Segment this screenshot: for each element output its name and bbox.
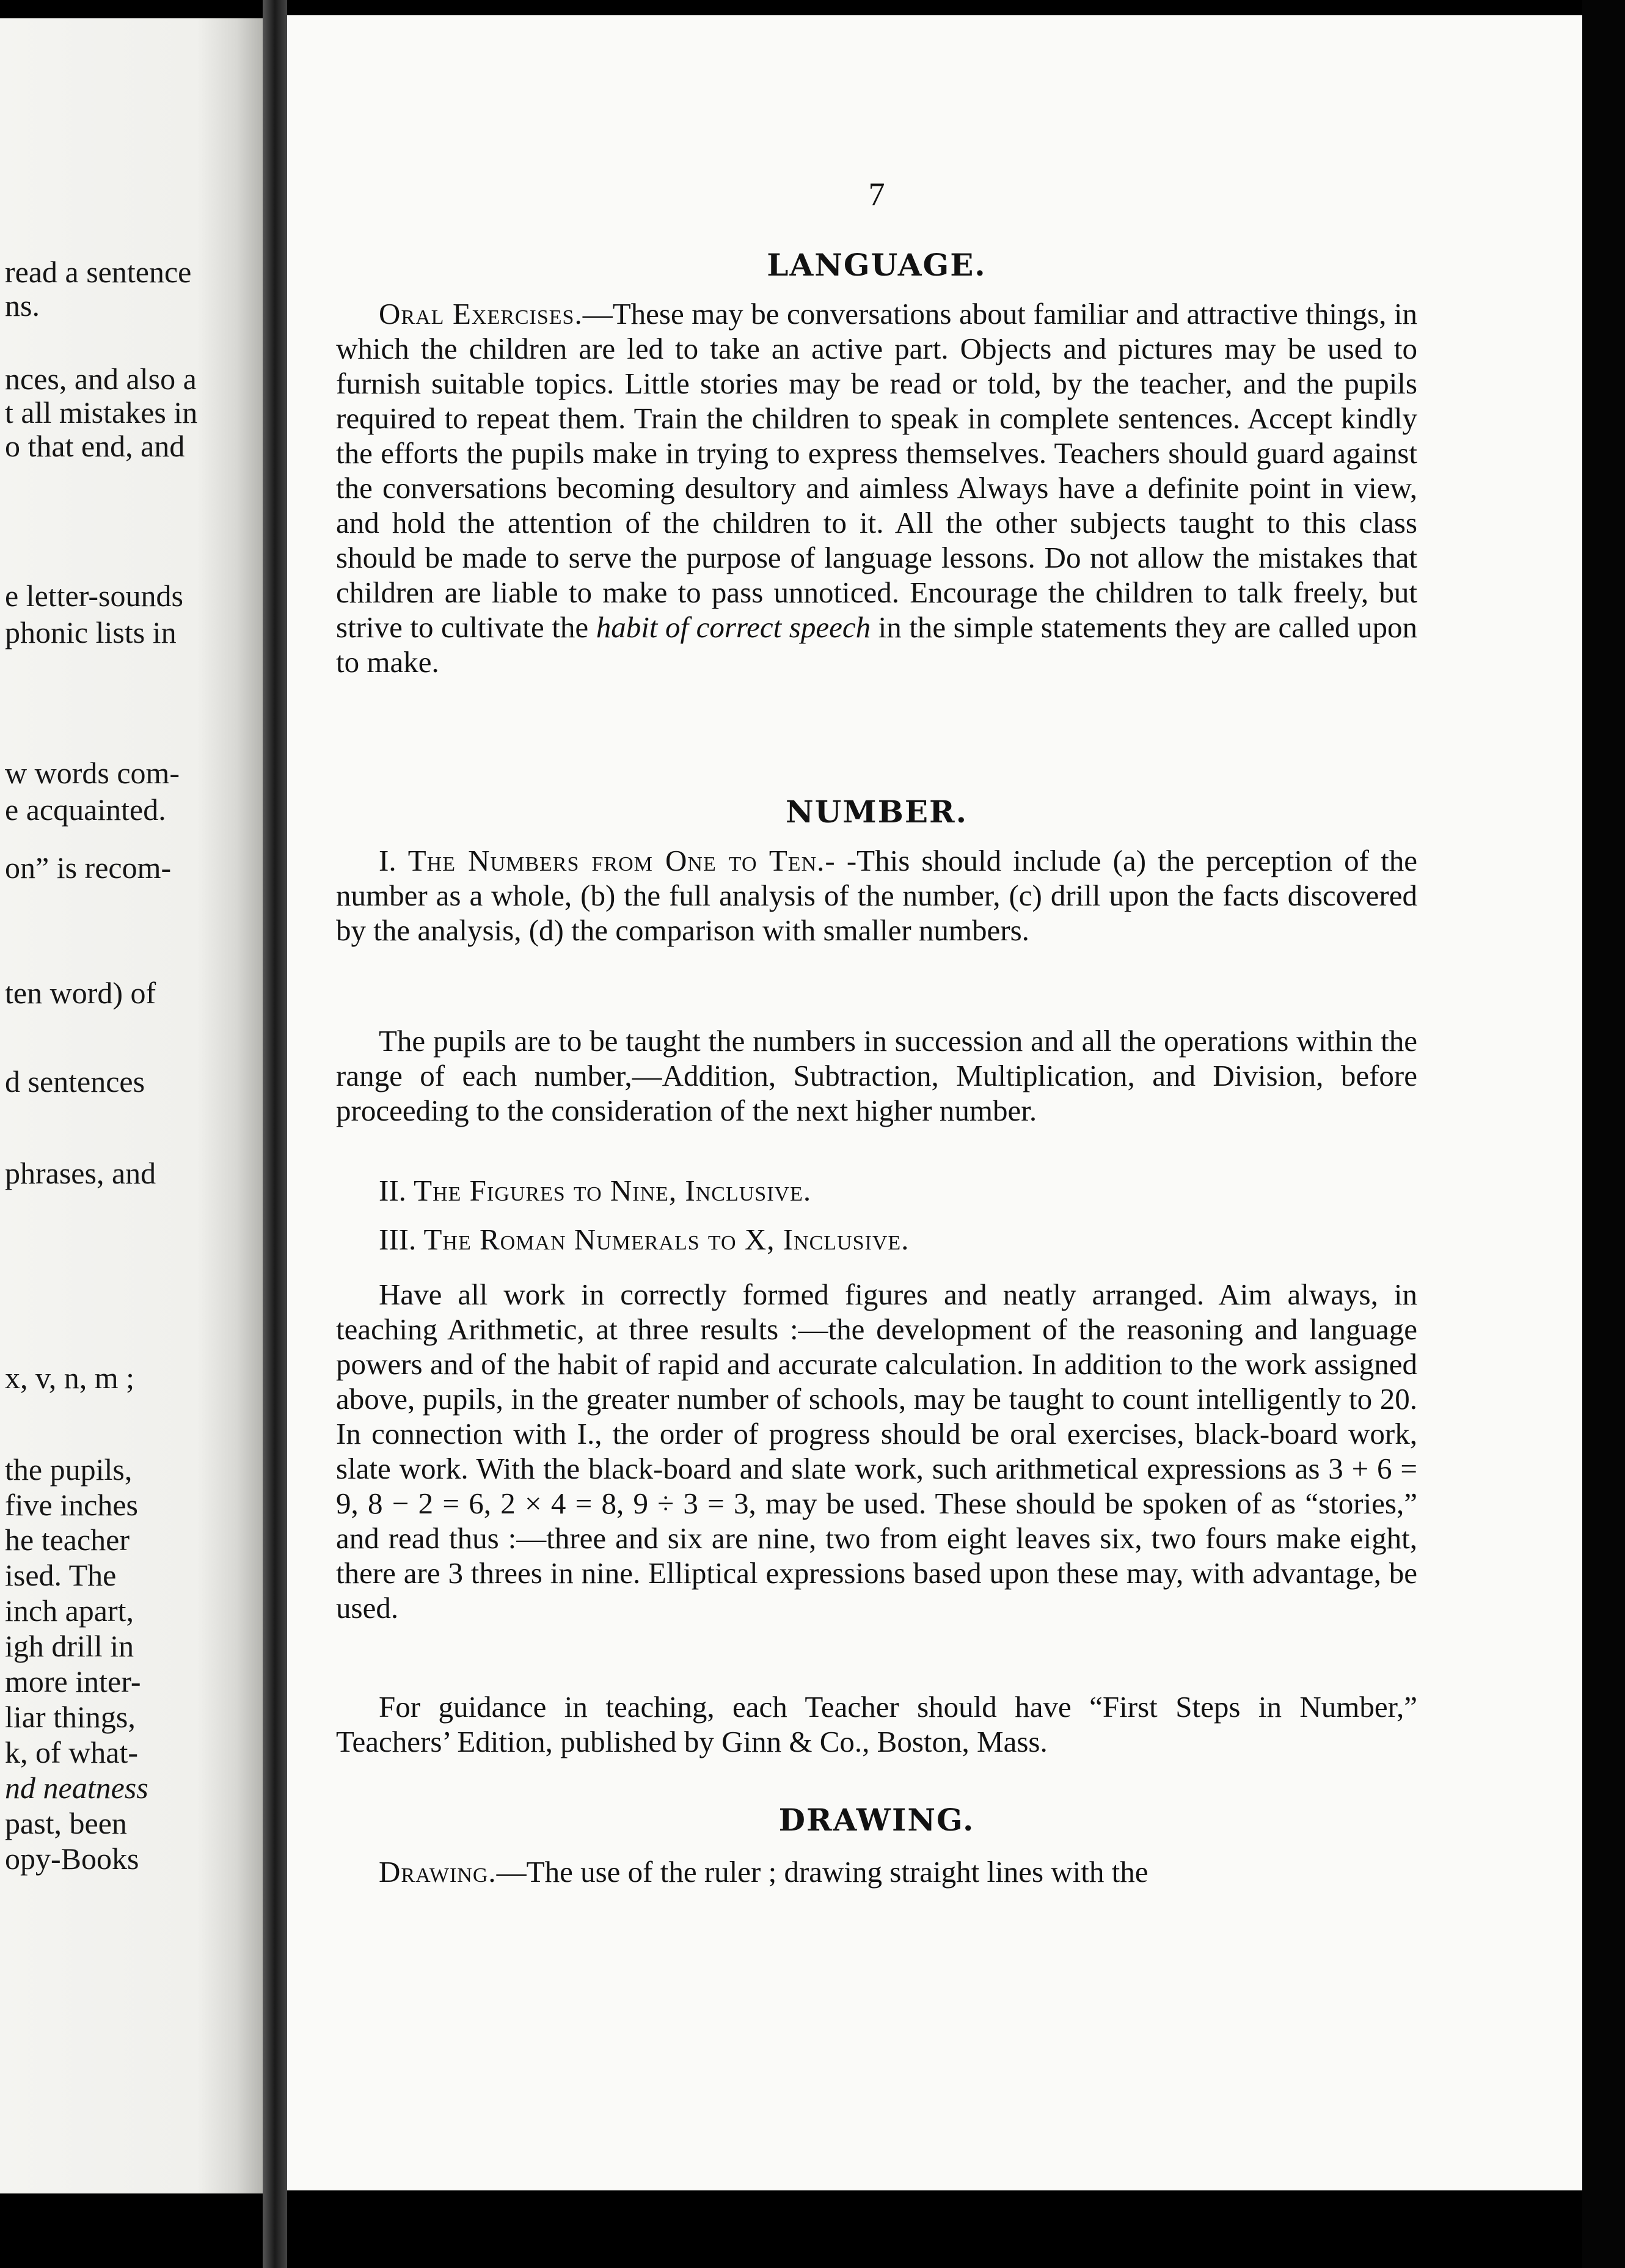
previous-page-line: read a sentence xyxy=(5,255,192,289)
page-number: 7 xyxy=(868,176,885,213)
number-item-3 xyxy=(379,1222,909,1257)
number-heading: NUMBER. xyxy=(786,794,968,830)
drawing-heading: DRAWING. xyxy=(778,1802,975,1838)
oral-exercises-title: Oral Exercises. xyxy=(379,297,583,331)
previous-page-line: e acquainted. xyxy=(5,792,166,827)
previous-page-line: w words com- xyxy=(5,756,180,790)
previous-page-line: more inter- xyxy=(5,1664,141,1699)
previous-page-line: k, of what- xyxy=(5,1735,138,1769)
previous-page xyxy=(0,18,263,2193)
previous-page-line: o that end, and xyxy=(5,429,185,463)
drawing-paragraph xyxy=(336,1854,1417,1889)
number-item-3-title: The Roman Numerals to X, Inclusive. xyxy=(423,1223,910,1256)
previous-page-line: e letter-sounds xyxy=(5,579,183,613)
number-item-1-numeral: I. xyxy=(379,844,396,877)
previous-page-line: nd neatness xyxy=(5,1771,148,1805)
previous-page-line: phrases, and xyxy=(5,1156,156,1190)
number-item-2-numeral: II. xyxy=(379,1174,406,1207)
previous-page-line: past, been xyxy=(5,1806,127,1840)
oral-exercises-text: —These may be conversations about familiar and attractive things, in which the children are led to take an active part. Objects and pictures may be used to furnish suitable topics. Little stories may be read or told, by the teacher, and the pupils required to repeat them. Train the children to speak in complete sentences. Accept kindly the efforts the pupils make in trying to express themselves. Teachers should guard against the conversations becoming desultory and aimless Always have a definite point in view, and hold the attention of the children to it. All the other subjects taught to this class should be made to serve the purpose of language lessons. Do not allow the mistakes that children are liable to make to pass unnoticed. Encourage the children to talk freely, but strive to cultivate the xyxy=(336,297,1417,644)
previous-page-line: liar things, xyxy=(5,1700,136,1734)
number-item-1 xyxy=(336,843,1417,948)
previous-page-line: inch apart, xyxy=(5,1593,134,1628)
number-item-1-title: The Numbers from One to Ten. xyxy=(407,844,825,877)
previous-page-line: ised. The xyxy=(5,1558,117,1592)
previous-page-line: x, v, n, m ; xyxy=(5,1361,135,1395)
oral-exercises-paragraph xyxy=(336,296,1417,679)
previous-page-line: nces, and also a xyxy=(5,362,197,396)
current-page xyxy=(287,15,1582,2190)
number-item-1-text: - -This should include (a) the perception of the number as a whole, (b) the full analysis of the number, (c) drill upon the facts discovered by the analysis, (d) the comparison with smaller numbers. xyxy=(336,844,1417,947)
number-operations-paragraph: The pupils are to be taught the numbers in succession and all the operations within the range of each number,—Addition, Subtraction, Multiplication, and Division, before proceeding to the consideration of the next higher number. xyxy=(336,1024,1417,1127)
previous-page-line: the pupils, xyxy=(5,1452,133,1487)
previous-page-line: phonic lists in xyxy=(5,615,177,649)
book-gutter xyxy=(263,0,287,2268)
language-heading: LANGUAGE. xyxy=(767,247,987,283)
previous-page-line: five inches xyxy=(5,1488,138,1522)
number-item-3-numeral: III. xyxy=(379,1223,417,1256)
number-guidance-paragraph: For guidance in teaching, each Teacher should have “First Steps in Number,” Teachers’ Edition, published by Ginn & Co., Boston, Mass. xyxy=(336,1690,1417,1758)
scan-border xyxy=(1582,0,1625,2268)
drawing-title: Drawing. xyxy=(379,1855,497,1889)
previous-page-line: ten word) of xyxy=(5,976,156,1010)
previous-page-line: opy-Books xyxy=(5,1842,139,1876)
previous-page-line: t all mistakes in xyxy=(5,395,198,430)
number-item-2-title: The Figures to Nine, Inclusive. xyxy=(414,1174,812,1207)
previous-page-line: igh drill in xyxy=(5,1629,134,1663)
number-item-2 xyxy=(379,1173,811,1208)
number-arithmetic-paragraph: Have all work in correctly formed figures and neatly arranged. Aim always, in teaching Arithmetic, at three results :—the development of the reasoning and language powers and of the habit of rapid and accurate calculation. In addition to the work assigned above, pupils, in the greater number of schools, may be taught to count intelligently to 20. In connection with I., the order of progress should be oral exercises, black-board work, slate work. With the black-board and slate work, such arithmetical expressions as 3 + 6 = 9, 8 − 2 = 6, 2 × 4 = 8, 9 ÷ 3 = 3, may be used. These should be spoken of as “stories,” and read thus :—three and six are nine, two from eight leaves six, two fours make eight, there are 3 threes in nine. Elliptical expressions based upon these may, with advantage, be used. xyxy=(336,1278,1417,1625)
oral-exercises-end: in the simple statements they are called upon to make. xyxy=(336,610,1418,679)
previous-page-line: he teacher xyxy=(5,1523,130,1557)
drawing-text: —The use of the ruler ; drawing straight lines with the xyxy=(496,1855,1148,1889)
previous-page-line: ns. xyxy=(5,288,40,323)
previous-page-line: on” is recom- xyxy=(5,850,172,885)
previous-page-line: d sentences xyxy=(5,1064,145,1099)
oral-exercises-emphasis: habit of correct speech xyxy=(596,610,871,644)
